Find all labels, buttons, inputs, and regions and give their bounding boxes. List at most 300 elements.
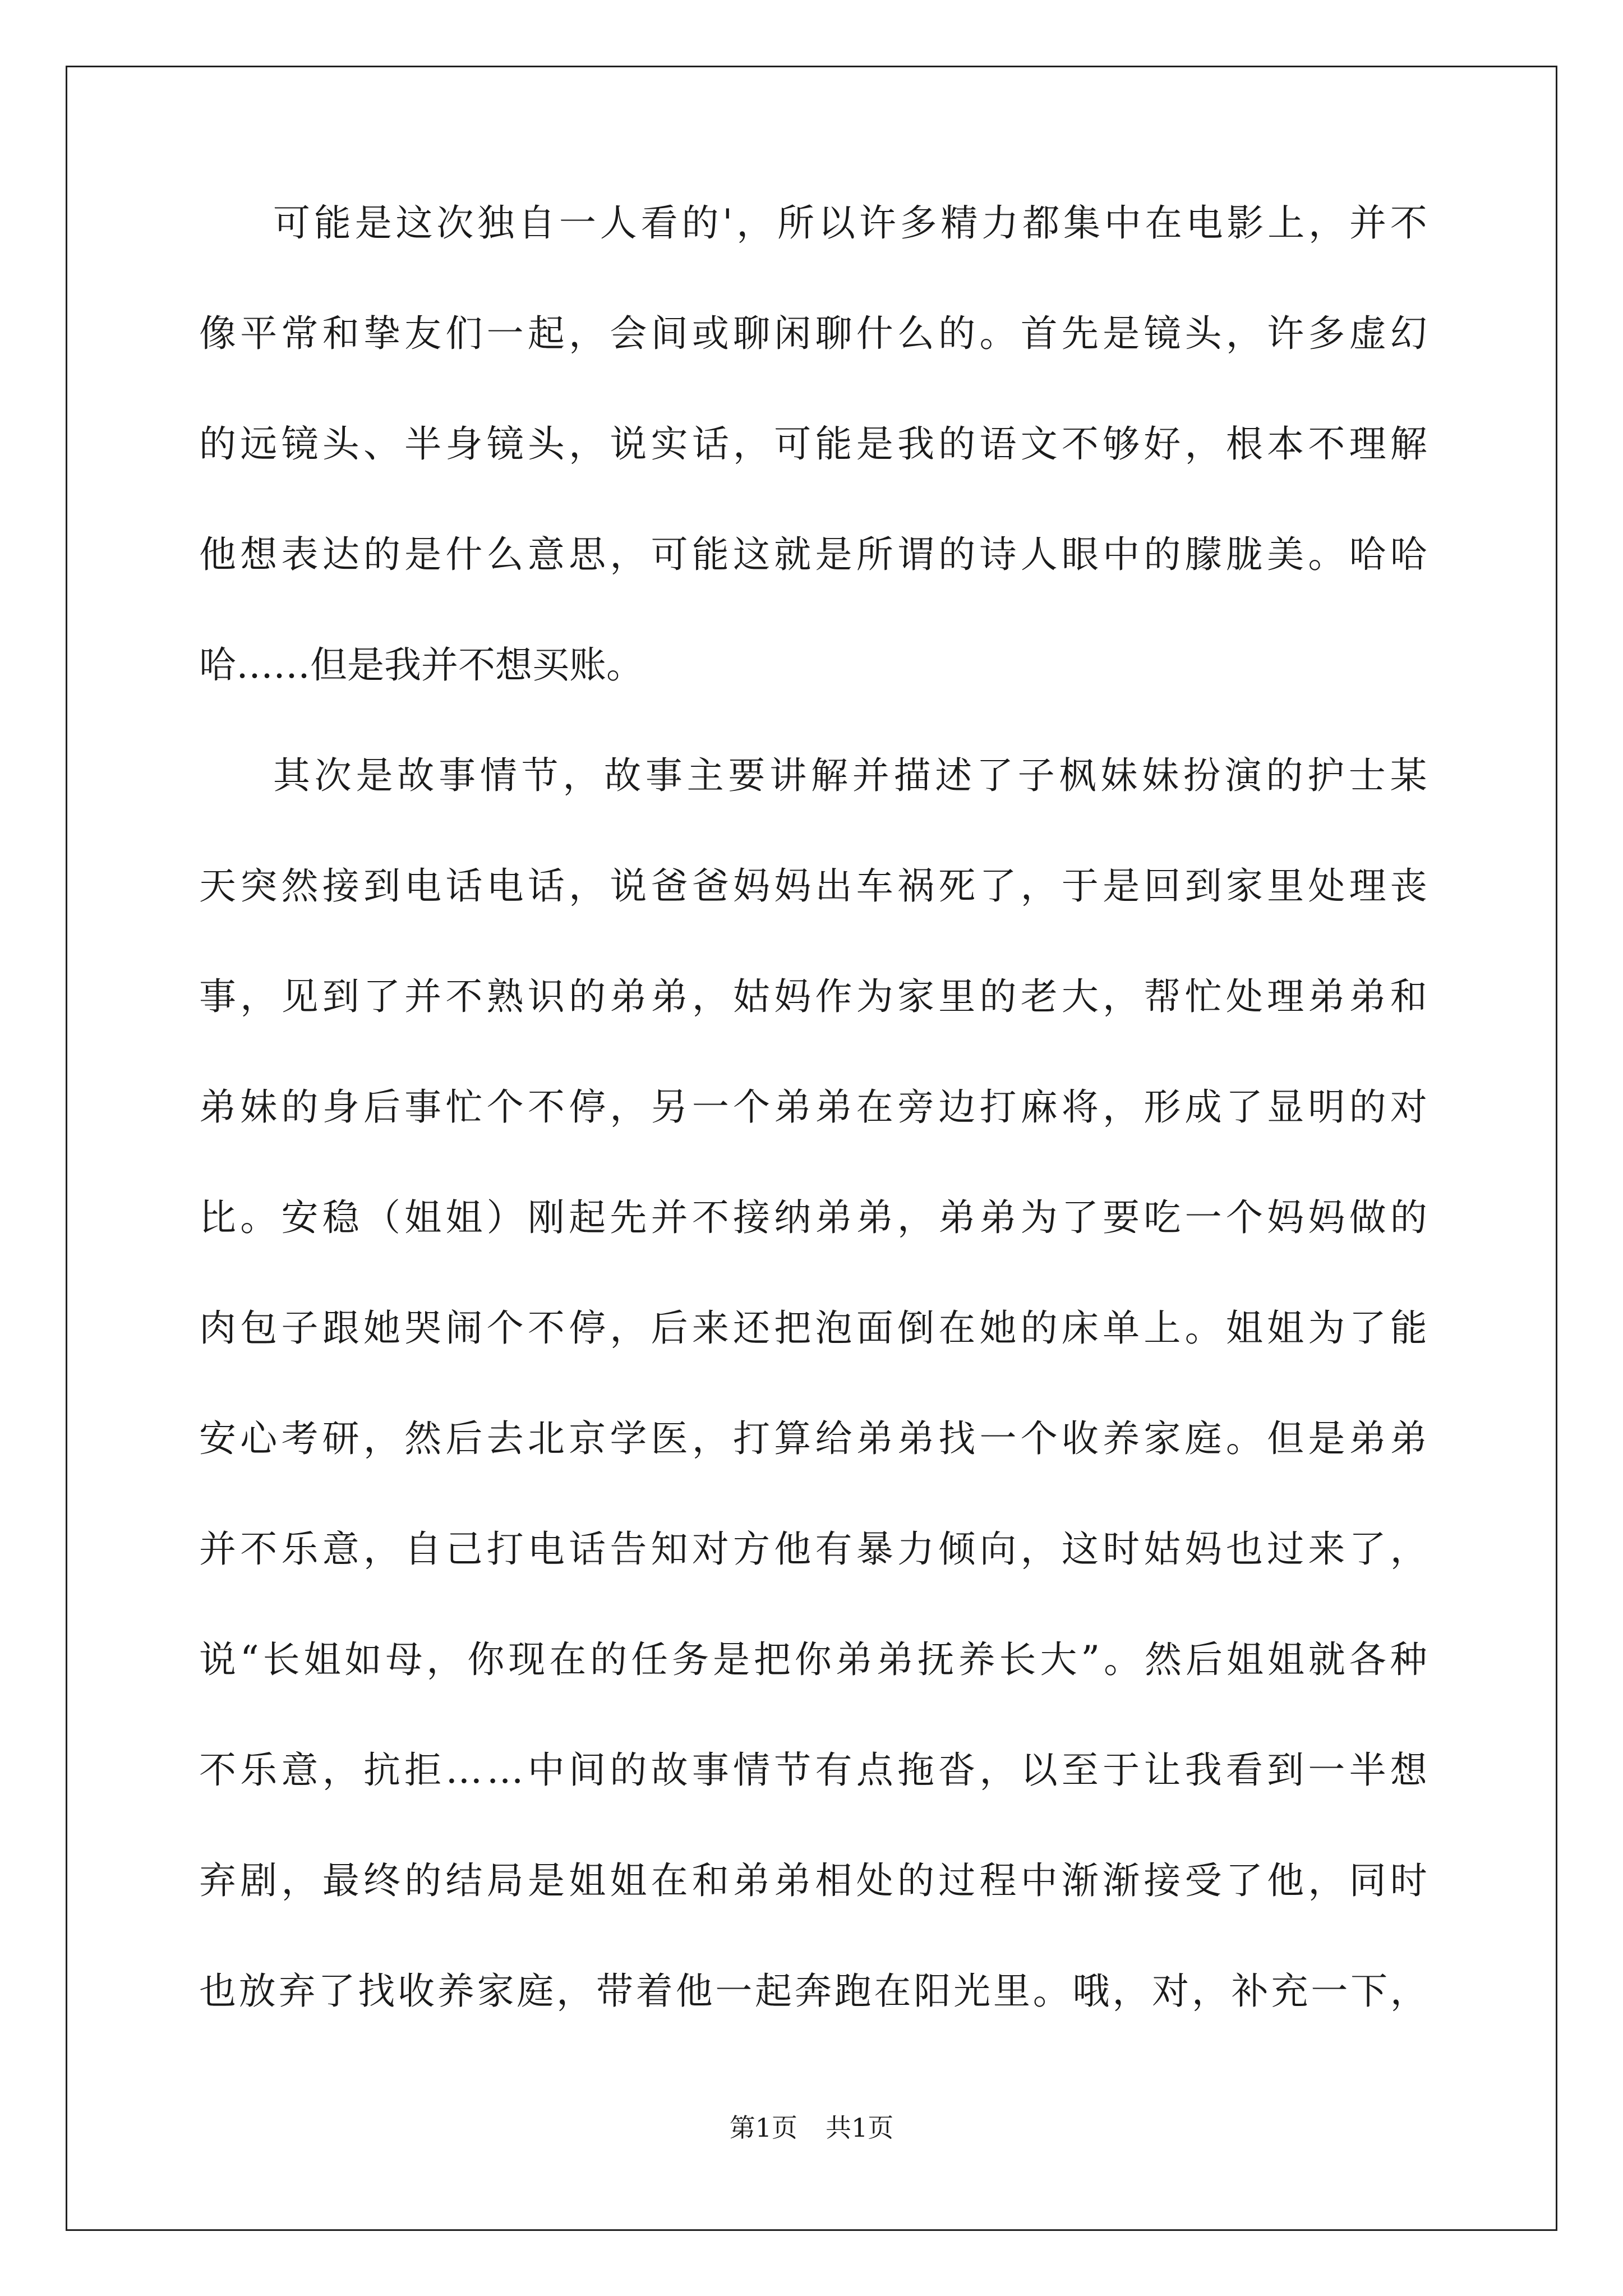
- text-char: 另: [651, 1085, 688, 1129]
- text-char: ，: [736, 201, 774, 245]
- text-char: ，: [610, 1085, 647, 1129]
- text-char: 思: [569, 533, 606, 576]
- text-char: ，: [281, 1859, 319, 1902]
- text-char: 算: [774, 1417, 811, 1460]
- text-char: ，: [1020, 864, 1058, 908]
- text-char: 的: [979, 975, 1017, 1018]
- text-char: 她: [979, 1306, 1017, 1350]
- text-char: ，: [1390, 1527, 1427, 1571]
- text-char: 妹: [1100, 754, 1138, 797]
- text-char: 弟: [610, 975, 647, 1018]
- text-char: 点: [856, 1749, 893, 1792]
- text-char: 讲: [769, 754, 807, 797]
- text-char: 边: [938, 1085, 976, 1129]
- text-char: 母: [385, 1638, 423, 1681]
- text-char: 成: [1184, 1085, 1222, 1129]
- text-char: ，: [691, 1417, 729, 1460]
- text-char: 能: [815, 422, 852, 466]
- text-char: 奔: [794, 1970, 832, 2013]
- text-char: 知: [651, 1527, 688, 1571]
- text-char: 麻: [1020, 1085, 1058, 1129]
- text-char: 这: [733, 533, 771, 576]
- text-char: 一: [486, 312, 524, 355]
- text-char: 为: [856, 975, 893, 1018]
- text-char: 节: [521, 754, 559, 797]
- text-char: 的: [938, 422, 976, 466]
- text-char: 。: [240, 1196, 278, 1239]
- text-char: 比: [199, 1196, 236, 1239]
- text-char: 家: [897, 975, 934, 1018]
- text-char: 抚: [917, 1638, 955, 1681]
- text-char: 自: [518, 201, 556, 245]
- text-char: 养: [437, 1970, 474, 2013]
- text-char: 方: [733, 1527, 771, 1571]
- text-char: 在: [938, 1306, 976, 1350]
- text-char: 情: [733, 1749, 771, 1792]
- line-text: 哈……但是我并不想买账。: [199, 643, 643, 687]
- text-char: 了: [1225, 1859, 1263, 1902]
- text-char: 解: [810, 754, 848, 797]
- text-char: 是: [712, 1638, 750, 1681]
- text-char: 理: [1267, 975, 1304, 1018]
- text-char: 了: [1349, 1527, 1386, 1571]
- text-char: 然: [281, 864, 319, 908]
- text-char: 集: [1063, 201, 1101, 245]
- text-char: 和: [322, 312, 359, 355]
- text-line: [199, 754, 1427, 868]
- text-char: 对: [691, 1527, 729, 1571]
- text-char: 丧: [1390, 864, 1427, 908]
- text-char: 某: [1390, 754, 1427, 797]
- text-char: 为: [1020, 1196, 1058, 1239]
- text-char: 的: [1349, 1085, 1386, 1129]
- text-char: 于: [1103, 1749, 1140, 1792]
- text-char: 故: [651, 1749, 688, 1792]
- text-char: （: [363, 1196, 400, 1239]
- text-char: 。: [1032, 1970, 1070, 2013]
- text-line: [199, 533, 1427, 647]
- text-char: 谓: [897, 533, 934, 576]
- text-char: 他: [199, 533, 236, 576]
- text-char: 是: [354, 201, 392, 245]
- text-char: 弟: [1349, 975, 1386, 1018]
- text-char: 话: [691, 422, 729, 466]
- text-char: 。: [979, 312, 1017, 355]
- text-char: 停: [569, 1085, 606, 1129]
- text-char: 乐: [240, 1749, 278, 1792]
- text-char: 。: [1104, 1638, 1141, 1681]
- text-char: 弟: [815, 1085, 852, 1129]
- text-char: 姐: [303, 1638, 341, 1681]
- text-char: 弟: [733, 1859, 771, 1902]
- text-char: 可: [774, 422, 811, 466]
- text-char: 过: [938, 1859, 976, 1902]
- text-char: 中: [527, 1749, 565, 1792]
- text-char: 安: [199, 1417, 236, 1460]
- text-char: 了: [318, 1970, 356, 2013]
- text-char: 后: [1185, 1638, 1223, 1681]
- text-char: 找: [358, 1970, 395, 2013]
- text-char: 倾: [938, 1527, 976, 1571]
- text-line: [199, 1749, 1427, 1862]
- text-char: 许: [1267, 312, 1304, 355]
- text-char: 里: [938, 975, 976, 1018]
- text-line: [199, 422, 1427, 536]
- text-char: 实: [651, 422, 688, 466]
- text-char: 庭: [1184, 1417, 1222, 1460]
- text-char: 个: [486, 1306, 524, 1350]
- text-char: 妈: [774, 864, 811, 908]
- text-char: 意: [527, 533, 565, 576]
- text-char: 姐: [445, 1196, 483, 1239]
- text-char: 突: [240, 864, 278, 908]
- text-char: 养: [1103, 1417, 1140, 1460]
- text-char: 在: [1145, 201, 1182, 245]
- text-char: 的: [610, 1749, 647, 1792]
- text-char: 聊: [815, 312, 852, 355]
- text-char: 主: [686, 754, 724, 797]
- text-char: ，: [897, 1196, 934, 1239]
- text-char: 文: [1020, 422, 1058, 466]
- text-char: 眼: [1061, 533, 1099, 576]
- text-char: 后: [445, 1417, 483, 1460]
- text-char: ，: [1191, 1970, 1229, 2013]
- text-char: 个: [733, 1085, 771, 1129]
- text-char: 也: [199, 1970, 236, 2013]
- text-char: 己: [445, 1527, 483, 1571]
- text-char: 根: [1225, 422, 1263, 466]
- text-char: 的: [1020, 1306, 1058, 1350]
- text-char: 有: [815, 1527, 852, 1571]
- text-char: 识: [527, 975, 565, 1018]
- text-char: 说: [610, 864, 647, 908]
- text-char: 是: [404, 533, 442, 576]
- text-char: 想: [240, 533, 278, 576]
- text-char: 友: [404, 312, 442, 355]
- text-char: 带: [596, 1970, 633, 2013]
- text-char: 说: [199, 1638, 236, 1681]
- text-char: 子: [1017, 754, 1055, 797]
- text-char: 半: [404, 422, 442, 466]
- text-char: 和: [1390, 975, 1427, 1018]
- text-char: 告: [610, 1527, 647, 1571]
- text-char: 扮: [1183, 754, 1220, 797]
- text-char: 故: [397, 754, 435, 797]
- text-char: 剧: [240, 1859, 278, 1902]
- text-char: 妈: [1184, 1527, 1222, 1571]
- text-char: 一: [715, 1970, 753, 2013]
- text-char: 任: [631, 1638, 668, 1681]
- text-char: 上: [1144, 1306, 1181, 1350]
- text-char: 要: [728, 754, 766, 797]
- text-char: 都: [1022, 201, 1060, 245]
- text-char: 把: [774, 1306, 811, 1350]
- text-char: 爸: [651, 864, 688, 908]
- text-char: 描: [893, 754, 931, 797]
- text-line: [199, 1638, 1427, 1752]
- text-char: 各: [1349, 1638, 1386, 1681]
- text-char: ，: [363, 1527, 400, 1571]
- text-char: ，: [1184, 422, 1222, 466]
- page-total: 共1页: [826, 2113, 894, 2143]
- text-char: 终: [363, 1859, 400, 1902]
- text-char: 的: [897, 1859, 934, 1902]
- text-char: 在: [651, 1859, 688, 1902]
- text-char: 是: [527, 1859, 565, 1902]
- text-char: ，: [1308, 201, 1346, 245]
- text-char: 不: [691, 1196, 729, 1239]
- text-char: 妈: [733, 864, 771, 908]
- text-char: 局: [486, 1859, 524, 1902]
- text-char: …: [445, 1749, 483, 1792]
- text-char: ，: [733, 422, 771, 466]
- text-line: [199, 1417, 1427, 1531]
- text-char: 了: [1225, 1085, 1263, 1129]
- text-line: [199, 643, 1427, 757]
- text-char: 了: [363, 975, 400, 1018]
- text-char: 里: [1267, 864, 1304, 908]
- text-char: 力: [981, 201, 1019, 245]
- text-char: ，: [426, 1638, 464, 1681]
- text-char: 什: [445, 533, 483, 576]
- text-char: 为: [1308, 1306, 1345, 1350]
- text-char: 姐: [1267, 1306, 1304, 1350]
- text-char: 起: [755, 1970, 792, 2013]
- text-char: 美: [1267, 533, 1304, 576]
- text-char: ，: [556, 1970, 594, 2013]
- text-char: 的: [1266, 754, 1303, 797]
- text-char: 可: [273, 201, 310, 245]
- text-char: 务: [672, 1638, 709, 1681]
- text-char: 本: [1267, 422, 1304, 466]
- text-char: 后: [363, 1085, 400, 1129]
- text-char: ，: [363, 1417, 400, 1460]
- text-char: 明: [1308, 1085, 1345, 1129]
- text-char: 倒: [897, 1306, 934, 1350]
- text-char: 里: [993, 1970, 1030, 2013]
- text-char: 是: [815, 533, 852, 576]
- text-char: 北: [527, 1417, 565, 1460]
- text-char: 够: [1103, 422, 1140, 466]
- text-char: 聊: [733, 312, 771, 355]
- text-char: 你: [794, 1638, 832, 1681]
- text-char: 不: [527, 1306, 565, 1350]
- text-char: 弟: [774, 1085, 811, 1129]
- text-char: 一: [691, 1085, 729, 1129]
- text-char: 看: [640, 201, 678, 245]
- text-char: 来: [1308, 1527, 1345, 1571]
- text-char: 可: [651, 533, 688, 576]
- text-char: 镜: [281, 422, 319, 466]
- text-char: 表: [281, 533, 319, 576]
- text-char: ，: [240, 975, 278, 1018]
- text-char: 时: [1103, 1527, 1140, 1571]
- text-char: 独: [477, 201, 515, 245]
- text-char: 有: [815, 1749, 852, 1792]
- text-char: 朦: [1184, 533, 1222, 576]
- text-char: 故: [604, 754, 642, 797]
- text-char: 的: [404, 1859, 442, 1902]
- text-char: 收: [1061, 1417, 1099, 1460]
- text-char: 达: [322, 533, 359, 576]
- text-char: 其: [273, 754, 310, 797]
- text-line: [199, 975, 1427, 1089]
- page-footer: [0, 2115, 1623, 2141]
- text-char: 妹: [1142, 754, 1179, 797]
- text-char: 拒: [404, 1749, 442, 1792]
- text-char: 妈: [774, 975, 811, 1018]
- text-char: 祸: [897, 864, 934, 908]
- text-char: 一: [1184, 1196, 1222, 1239]
- text-char: 接: [322, 864, 359, 908]
- text-char: 然: [404, 1417, 442, 1460]
- text-char: 在: [874, 1970, 911, 2013]
- text-char: 弟: [938, 1196, 976, 1239]
- text-char: 对: [1390, 1085, 1427, 1129]
- text-char: 士: [1348, 754, 1386, 797]
- text-char: 节: [774, 1749, 811, 1792]
- text-char: 忙: [1184, 975, 1222, 1018]
- text-char: 弃: [199, 1859, 236, 1902]
- text-char: 、: [363, 422, 400, 466]
- text-char: 头: [527, 422, 565, 466]
- text-char: 后: [651, 1306, 688, 1350]
- text-char: ，: [1020, 1527, 1058, 1571]
- text-char: 处: [1308, 864, 1345, 908]
- text-line: [199, 201, 1427, 315]
- text-char: 头: [1184, 312, 1222, 355]
- text-char: 姐: [1267, 1638, 1304, 1681]
- text-char: ，: [322, 1749, 359, 1792]
- text-char: 弟: [897, 1417, 934, 1460]
- text-char: 好: [1144, 422, 1181, 466]
- text-char: 死: [938, 864, 976, 908]
- text-char: 弟: [876, 1638, 914, 1681]
- text-char: 不: [199, 1749, 236, 1792]
- text-char: ，: [1390, 1970, 1427, 2013]
- text-char: 弟: [199, 1085, 236, 1129]
- text-char: 到: [322, 975, 359, 1018]
- text-char: 时: [1390, 1859, 1427, 1902]
- text-char: 事: [404, 1085, 442, 1129]
- text-char: 姐: [569, 1859, 606, 1902]
- text-char: 的: [363, 533, 400, 576]
- text-char: 他: [675, 1970, 713, 2013]
- text-char: 述: [935, 754, 972, 797]
- text-char: 事: [691, 1749, 729, 1792]
- text-char: 弟: [651, 975, 688, 1018]
- text-char: …: [486, 1749, 524, 1792]
- text-char: 弟: [835, 1638, 873, 1681]
- text-char: 停: [569, 1306, 606, 1350]
- text-char: ，: [610, 1306, 647, 1350]
- text-char: 姑: [733, 975, 771, 1018]
- text-char: 了: [1349, 1306, 1386, 1350]
- text-char: 事: [439, 754, 476, 797]
- text-char: 渐: [1061, 1859, 1099, 1902]
- text-char: 先: [1061, 312, 1099, 355]
- text-char: ，: [1308, 1859, 1345, 1902]
- text-char: 情: [479, 754, 517, 797]
- text-char: 弟: [979, 1196, 1017, 1239]
- text-char: 个: [1225, 1196, 1263, 1239]
- text-char: 形: [1144, 1085, 1181, 1129]
- text-char: 补: [1231, 1970, 1269, 2013]
- text-line: [199, 1970, 1427, 2083]
- text-char: 解: [1390, 422, 1427, 466]
- text-char: 就: [774, 533, 811, 576]
- text-char: 忙: [445, 1085, 483, 1129]
- text-char: 胧: [1225, 533, 1263, 576]
- text-char: 什: [856, 312, 893, 355]
- text-char: 受: [1184, 1859, 1222, 1902]
- text-char: 显: [1267, 1085, 1304, 1129]
- text-char: 电: [486, 864, 524, 908]
- text-char: 但: [1267, 1417, 1304, 1460]
- text-char: 不: [1308, 422, 1345, 466]
- text-char: 跟: [322, 1306, 359, 1350]
- text-char: 弟: [856, 1196, 893, 1239]
- text-char: 理: [1349, 422, 1386, 466]
- text-char: ，: [1112, 1970, 1150, 2013]
- text-char: 意: [322, 1527, 359, 1571]
- text-char: 不: [240, 1527, 278, 1571]
- text-line: [199, 1527, 1427, 1641]
- text-char: 家: [477, 1970, 514, 2013]
- text-char: “: [239, 1638, 259, 1681]
- text-char: 你: [467, 1638, 505, 1681]
- text-char: 把: [753, 1638, 791, 1681]
- text-char: 平: [240, 312, 278, 355]
- text-char: 弃: [278, 1970, 316, 2013]
- text-char: 的: [1390, 1196, 1427, 1239]
- text-char: 起: [527, 312, 565, 355]
- text-char: 哭: [404, 1306, 442, 1350]
- text-char: 面: [856, 1306, 893, 1350]
- text-char: 光: [953, 1970, 991, 2013]
- text-char: 不: [1061, 422, 1099, 466]
- text-char: 远: [240, 422, 278, 466]
- text-char: 她: [363, 1306, 400, 1350]
- text-char: 看: [1225, 1749, 1263, 1792]
- text-char: 要: [1103, 1196, 1140, 1239]
- text-char: 电: [404, 864, 442, 908]
- text-line: [199, 312, 1427, 426]
- text-char: 心: [240, 1417, 278, 1460]
- text-char: 种: [1390, 1638, 1427, 1681]
- text-char: 和: [691, 1859, 729, 1902]
- text-char: 并: [1349, 201, 1386, 245]
- text-char: 虚: [1349, 312, 1386, 355]
- text-char: 到: [1184, 864, 1222, 908]
- text-char: 枫: [1059, 754, 1096, 797]
- text-char: 人: [1020, 533, 1058, 576]
- text-char: 泡: [815, 1306, 852, 1350]
- text-char: 安: [281, 1196, 319, 1239]
- text-char: 精: [940, 201, 978, 245]
- text-char: 以: [1020, 1749, 1058, 1792]
- text-char: 就: [1308, 1638, 1345, 1681]
- text-char: ，: [1103, 1085, 1140, 1129]
- text-char: 个: [1020, 1417, 1058, 1460]
- text-char: 接: [733, 1196, 771, 1239]
- text-char: 包: [240, 1306, 278, 1350]
- text-char: 是: [1308, 1417, 1345, 1460]
- text-char: 我: [897, 422, 934, 466]
- text-char: 京: [569, 1417, 606, 1460]
- text-char: 并: [199, 1527, 236, 1571]
- text-line: [199, 1085, 1427, 1199]
